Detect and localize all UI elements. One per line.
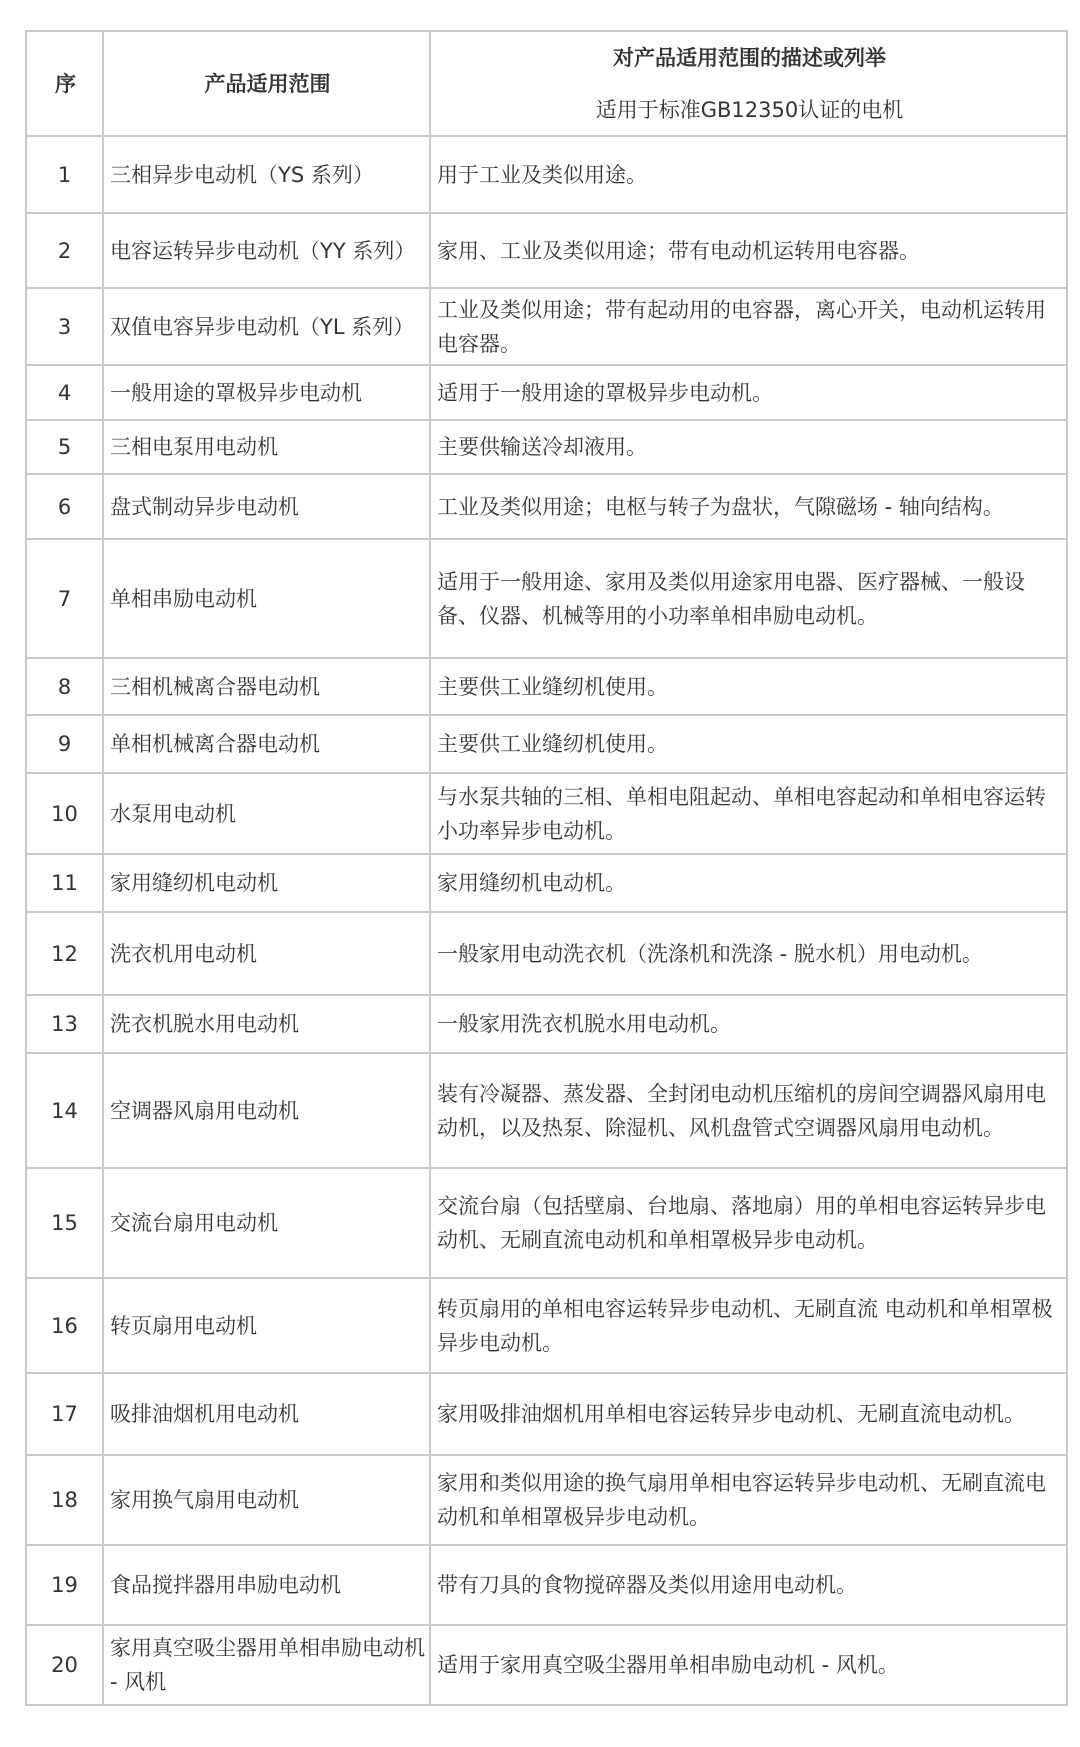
- row-description: 交流台扇（包括壁扇、台地扇、落地扇）用的单相电容运转异步电动机、无刷直流电动机和单相罩极异步电动机。: [430, 1168, 1067, 1278]
- row-scope: 三相机械离合器电动机: [103, 658, 430, 715]
- row-number: 9: [26, 715, 103, 773]
- row-number: 1: [26, 136, 103, 213]
- row-scope: 电容运转异步电动机（YY 系列）: [103, 213, 430, 288]
- table-row: [26, 288, 1067, 365]
- row-scope: 水泵用电动机: [103, 773, 430, 854]
- row-number: 7: [26, 539, 103, 658]
- row-description: 带有刀具的食物搅碎器及类似用途用电动机。: [430, 1545, 1067, 1625]
- table-row: [26, 773, 1067, 854]
- row-number: 5: [26, 420, 103, 474]
- table-header-row: [26, 31, 1067, 136]
- row-scope: 食品搅拌器用串励电动机: [103, 1545, 430, 1625]
- row-description: 适用于一般用途的罩极异步电动机。: [430, 365, 1067, 420]
- table-row: [26, 658, 1067, 715]
- header-desc-subtitle: 适用于标准GB12350认证的电机: [595, 97, 904, 122]
- header-desc: [430, 31, 1067, 136]
- row-number: 18: [26, 1455, 103, 1545]
- row-number: 8: [26, 658, 103, 715]
- row-description: 一般家用洗衣机脱水用电动机。: [430, 995, 1067, 1053]
- table-row: [26, 1278, 1067, 1373]
- row-number: 4: [26, 365, 103, 420]
- table-row: [26, 365, 1067, 420]
- row-scope: 交流台扇用电动机: [103, 1168, 430, 1278]
- table-row: [26, 474, 1067, 539]
- table-row: [26, 1455, 1067, 1545]
- row-scope: 三相电泵用电动机: [103, 420, 430, 474]
- row-number: 2: [26, 213, 103, 288]
- row-scope: 吸排油烟机用电动机: [103, 1373, 430, 1455]
- row-description: 与水泵共轴的三相、单相电阻起动、单相电容起动和单相电容运转小功率异步电动机。: [430, 773, 1067, 854]
- table-row: [26, 136, 1067, 213]
- row-scope: 双值电容异步电动机（YL 系列）: [103, 288, 430, 365]
- table-row: [26, 1625, 1067, 1705]
- row-number: 14: [26, 1053, 103, 1168]
- row-number: 10: [26, 773, 103, 854]
- row-description: 用于工业及类似用途。: [430, 136, 1067, 213]
- row-scope: 单相串励电动机: [103, 539, 430, 658]
- row-number: 19: [26, 1545, 103, 1625]
- row-description: 家用吸排油烟机用单相电容运转异步电动机、无刷直流电动机。: [430, 1373, 1067, 1455]
- row-scope: 家用缝纫机电动机: [103, 854, 430, 912]
- row-number: 12: [26, 912, 103, 995]
- row-scope: 空调器风扇用电动机: [103, 1053, 430, 1168]
- row-description: 主要供工业缝纫机使用。: [430, 715, 1067, 773]
- row-description: 装有冷凝器、蒸发器、全封闭电动机压缩机的房间空调器风扇用电动机，以及热泵、除湿机、风机盘管式空调器风扇用电动机。: [430, 1053, 1067, 1168]
- product-scope-table: [25, 30, 1068, 1706]
- row-scope: 家用真空吸尘器用单相串励电动机 - 风机: [103, 1625, 430, 1705]
- row-description: 主要供输送冷却液用。: [430, 420, 1067, 474]
- table-row: [26, 539, 1067, 658]
- row-number: 11: [26, 854, 103, 912]
- table-row: [26, 1168, 1067, 1278]
- table-row: [26, 420, 1067, 474]
- row-scope: 洗衣机用电动机: [103, 912, 430, 995]
- row-scope: 洗衣机脱水用电动机: [103, 995, 430, 1053]
- row-number: 17: [26, 1373, 103, 1455]
- table-row: [26, 715, 1067, 773]
- row-description: 适用于一般用途、家用及类似用途家用电器、医疗器械、一般设备、仪器、机械等用的小功率单相串励电动机。: [430, 539, 1067, 658]
- header-desc-title: 对产品适用范围的描述或列举: [613, 45, 886, 70]
- table-row: [26, 1053, 1067, 1168]
- row-description: 家用和类似用途的换气扇用单相电容运转异步电动机、无刷直流电动机和单相罩极异步电动机。: [430, 1455, 1067, 1545]
- table-row: [26, 1373, 1067, 1455]
- row-scope: 一般用途的罩极异步电动机: [103, 365, 430, 420]
- row-number: 3: [26, 288, 103, 365]
- row-scope: 三相异步电动机（YS 系列）: [103, 136, 430, 213]
- header-scope: 产品适用范围: [103, 31, 430, 136]
- row-scope: 转页扇用电动机: [103, 1278, 430, 1373]
- row-scope: 单相机械离合器电动机: [103, 715, 430, 773]
- table-row: [26, 854, 1067, 912]
- table-row: [26, 213, 1067, 288]
- row-description: 工业及类似用途；电枢与转子为盘状，气隙磁场 - 轴向结构。: [430, 474, 1067, 539]
- row-scope: 家用换气扇用电动机: [103, 1455, 430, 1545]
- row-description: 主要供工业缝纫机使用。: [430, 658, 1067, 715]
- row-number: 16: [26, 1278, 103, 1373]
- row-number: 15: [26, 1168, 103, 1278]
- row-description: 适用于家用真空吸尘器用单相串励电动机 - 风机。: [430, 1625, 1067, 1705]
- header-no: 序: [26, 31, 103, 136]
- row-description: 家用、工业及类似用途；带有电动机运转用电容器。: [430, 213, 1067, 288]
- row-description: 一般家用电动洗衣机（洗涤机和洗涤 - 脱水机）用电动机。: [430, 912, 1067, 995]
- table-row: [26, 1545, 1067, 1625]
- table-row: [26, 995, 1067, 1053]
- row-number: 6: [26, 474, 103, 539]
- table-row: [26, 912, 1067, 995]
- row-description: 家用缝纫机电动机。: [430, 854, 1067, 912]
- row-number: 13: [26, 995, 103, 1053]
- row-number: 20: [26, 1625, 103, 1705]
- row-scope: 盘式制动异步电动机: [103, 474, 430, 539]
- row-description: 工业及类似用途；带有起动用的电容器，离心开关，电动机运转用电容器。: [430, 288, 1067, 365]
- row-description: 转页扇用的单相电容运转异步电动机、无刷直流 电动机和单相罩极异步电动机。: [430, 1278, 1067, 1373]
